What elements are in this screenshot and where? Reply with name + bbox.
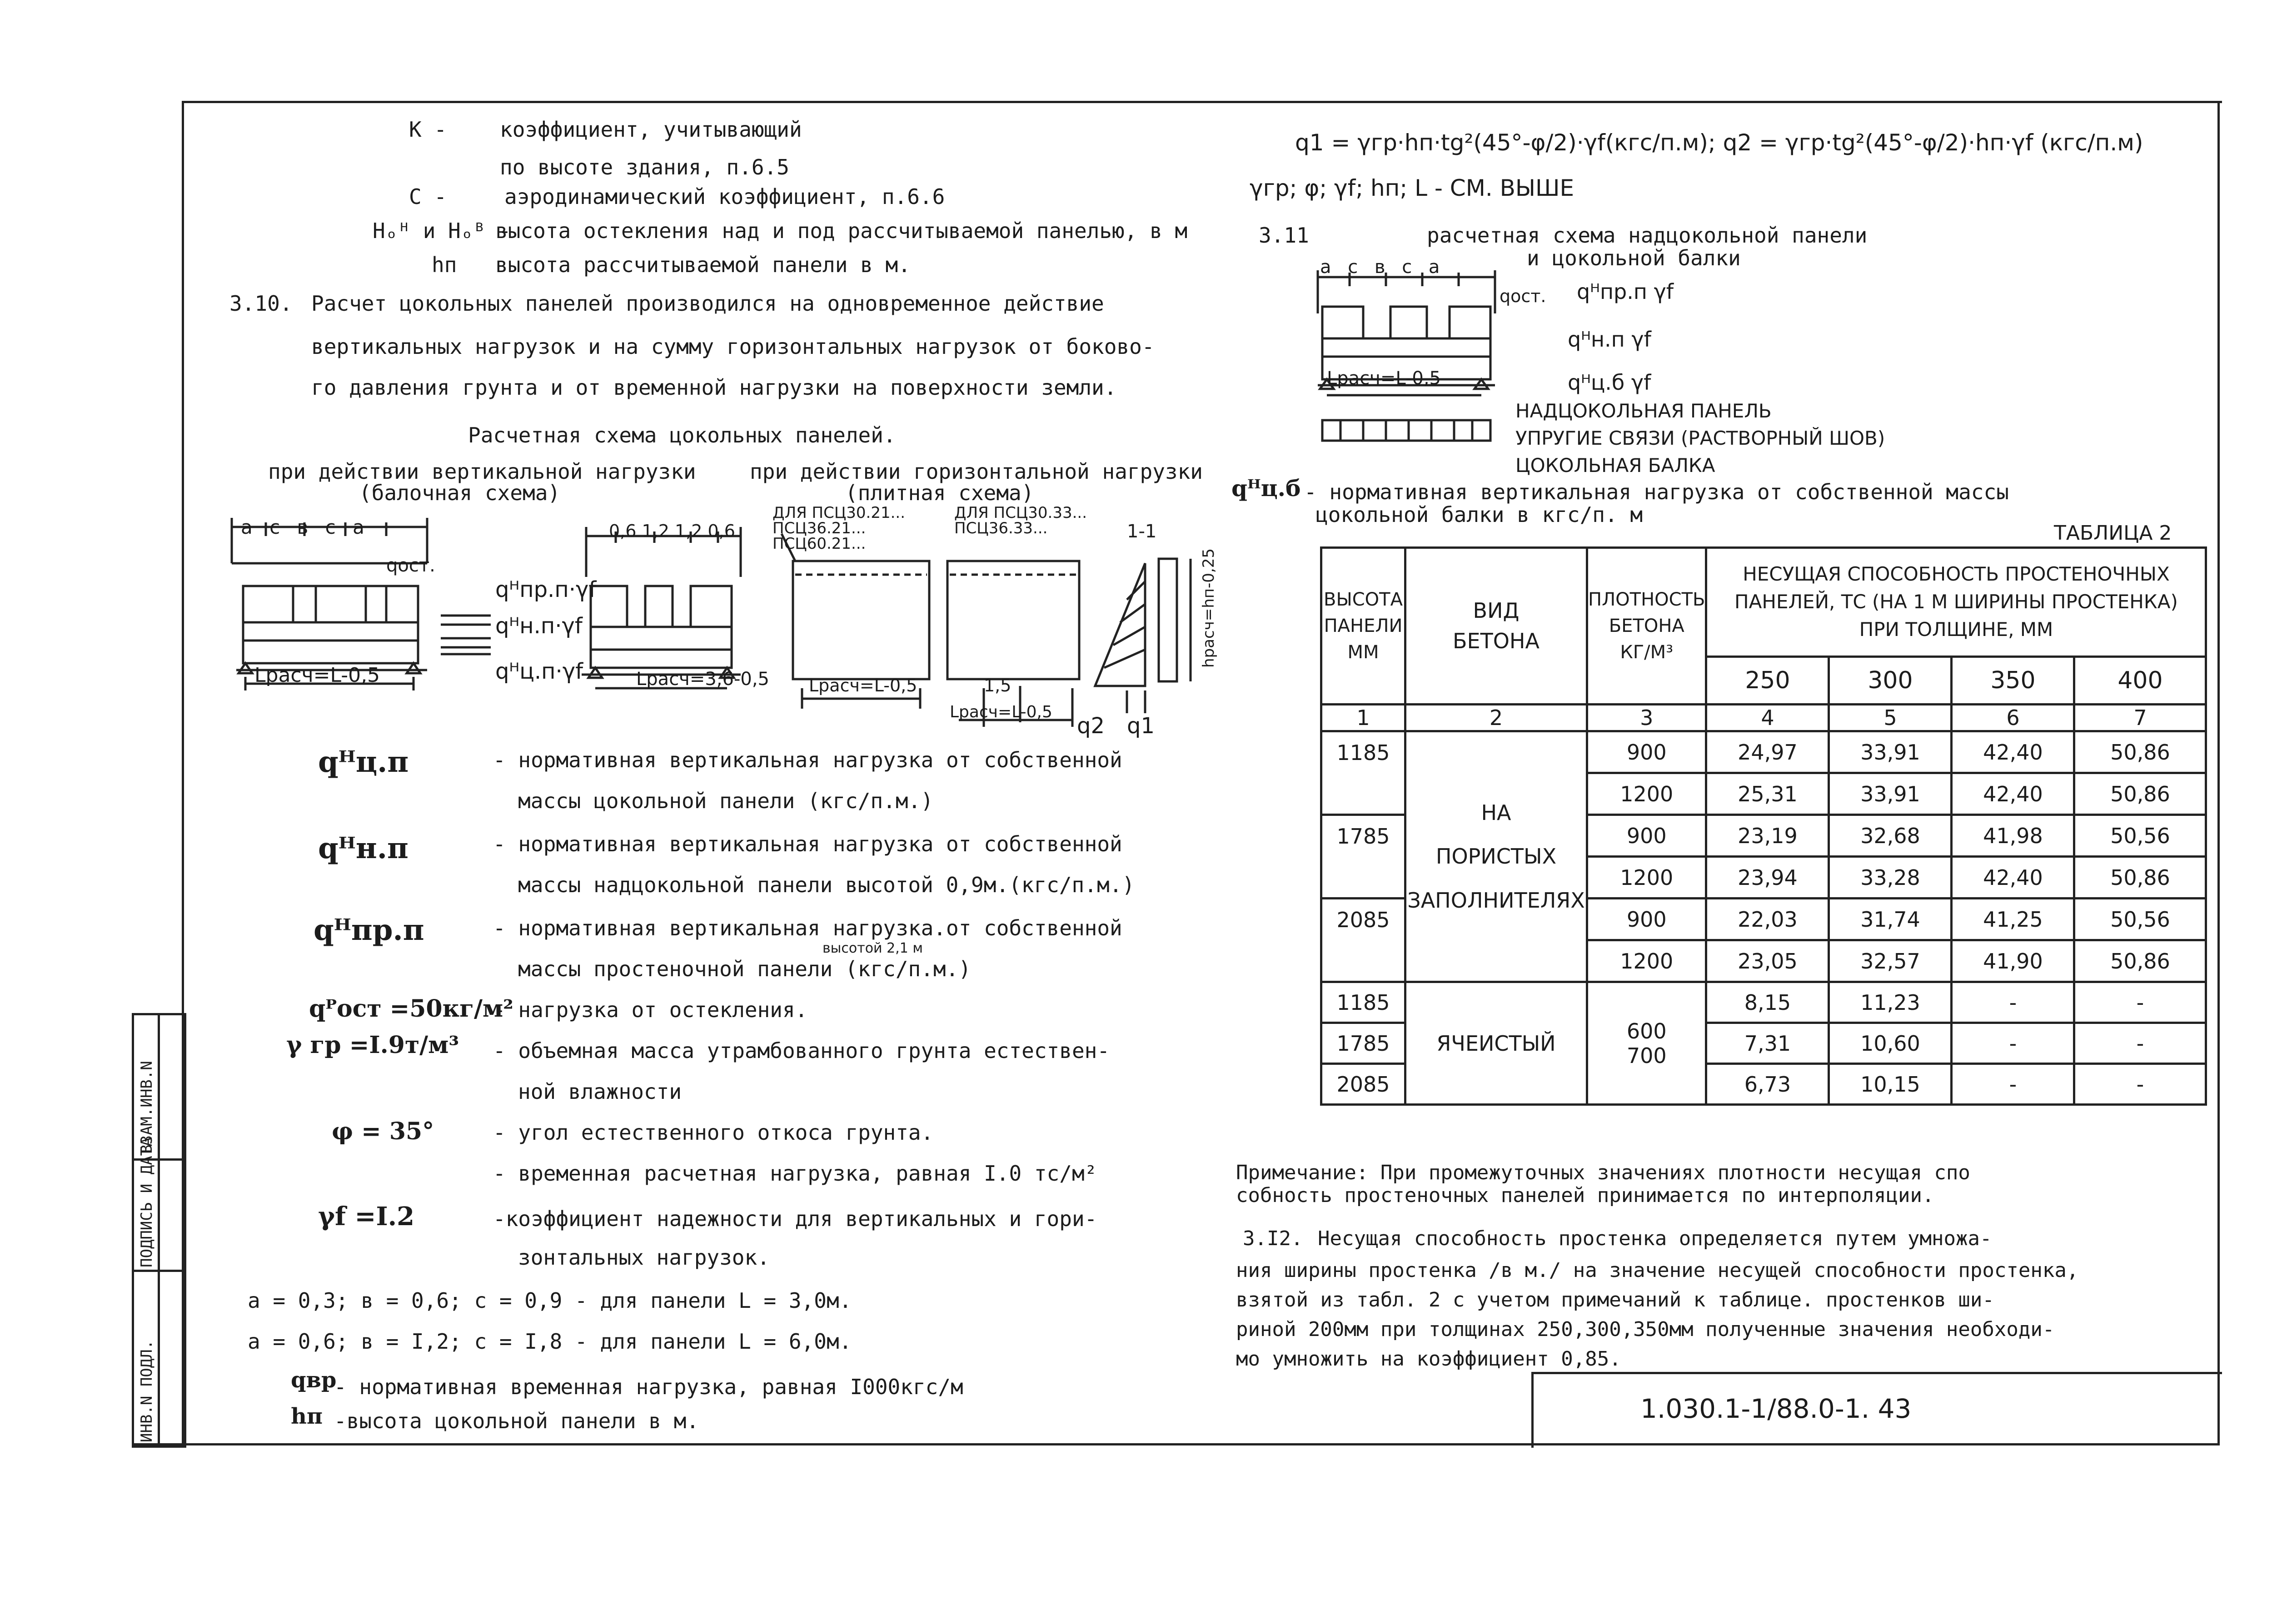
formula-line1: q1 = γгр·hп·tg²(45°-φ/2)·γf(кгс/п.м); q2 = γгр·tg²(45°-φ/2)·hп·γf (кгс/п.м) (1295, 129, 2143, 156)
dg5-hrasch: hрасч=hп-0,25 (1200, 548, 1218, 668)
d311-ties: УПРУГИЕ СВЯЗИ (РАСТВОРНЫЙ ШОВ) (1515, 427, 1885, 449)
dg2-lrasch: Lрасч=3,6-0,5 (636, 669, 769, 690)
section-3-10-line1: Расчет цокольных панелей производился на одновременное действие (311, 291, 1104, 316)
frame-right-line (2217, 101, 2220, 1445)
cell-type-cellular: ЯЧЕИСТЫЙ (1405, 982, 1587, 1105)
def-c-sym: С - (409, 184, 447, 209)
cell-value: 10,60 (1829, 1023, 1952, 1064)
sym-phi-line1: - угол естественного откоса грунта. (493, 1120, 934, 1145)
cell-value: 33,91 (1829, 773, 1952, 815)
cell-value: 33,91 (1829, 731, 1952, 773)
sym-qcp-line2: массы цокольной панели (кгс/п.м.) (518, 789, 933, 813)
th-thick-250: 250 (1706, 657, 1829, 705)
th-num: 4 (1706, 705, 1829, 731)
cell-value: 50,86 (2074, 773, 2206, 815)
cell-height: 1785 (1321, 815, 1405, 899)
d311-panel: НАДЦОКОЛЬНАЯ ПАНЕЛЬ (1515, 400, 1772, 422)
dg4-psc: ДЛЯ ПСЦ30.33... ПСЦ36.33... (954, 504, 1087, 537)
def-c-text: аэродинамический коэффициент, п.6.6 (504, 184, 945, 209)
dg5-q1: q1 (1127, 713, 1155, 739)
sym-qprp-note: высотой 2,1 м (822, 940, 923, 956)
section-3-12-line3: взятой из табл. 2 с учетом примечаний к таблице. простенков ши- (1236, 1288, 1994, 1311)
d311-qprp: qᴴпр.п γf (1577, 279, 1674, 304)
sym-qcp-line1: - нормативная вертикальная нагрузка от собственной (493, 748, 1122, 772)
qcb-def-sym: qᴴц.б (1231, 475, 1301, 502)
sym-qnp-line1: - нормативная вертикальная нагрузка от собственной (493, 832, 1122, 856)
d311-qnp: qᴴн.п γf (1568, 327, 1651, 352)
cell-value: 8,15 (1706, 982, 1829, 1023)
cell-height: 1785 (1321, 1023, 1405, 1064)
def-h-sym: Нₒᴴ и Нₒᴮ - (373, 219, 511, 243)
cell-value: 42,40 (1952, 731, 2074, 773)
sym-qost: qᴾост =50кг/м² (309, 995, 513, 1023)
cell-value: 50,56 (2074, 815, 2206, 857)
cell-value: 33,28 (1829, 857, 1952, 899)
section-3-12-line2: ния ширины простенка /в м./ на значение несущей способности простенка, (1236, 1259, 2079, 1282)
qcb-def-line1: - нормативная вертикальная нагрузка от собственной массы (1304, 480, 2009, 504)
sym-gf-line1: -коэффициент надежности для вертикальных и гори- (493, 1207, 1097, 1231)
params-line1: а = 0,3; в = 0,6; с = 0,9 - для панели L = 3,0м. (248, 1288, 852, 1313)
dg2-dims: 0,6 1,2 1,2 0,6 (609, 521, 735, 541)
sym-qnp: qᴴн.п (318, 831, 409, 865)
cell-value: 6,73 (1706, 1064, 1829, 1105)
section-3-11-title1: расчетная схема надцокольной панели (1427, 223, 1868, 248)
cell-height: 2085 (1321, 899, 1405, 982)
cell-value: 7,31 (1706, 1023, 1829, 1064)
def-hp-text: высота рассчитываемой панели в м. (495, 253, 911, 277)
section-3-11-title2: и цокольной балки (1527, 246, 1741, 270)
cell-value: 42,40 (1952, 857, 2074, 899)
th-density: ПЛОТНОСТЬ БЕТОНА КГ/М³ (1587, 548, 1706, 705)
cell-value: 11,23 (1829, 982, 1952, 1023)
sym-qprp: qᴴпр.п (314, 913, 424, 947)
cell-value: - (2074, 1064, 2206, 1105)
th-thick-300: 300 (1829, 657, 1952, 705)
table-title: ТАБЛИЦА 2 (2054, 521, 2172, 545)
cell-height: 2085 (1321, 1064, 1405, 1105)
capacity-table (1320, 546, 2207, 1106)
cell-density-cellular: 600 700 (1587, 982, 1706, 1105)
dg1-abcca: а с в с а (241, 516, 364, 538)
dg5-q2: q2 (1077, 713, 1105, 739)
bottom-def-qvr-sym: qвр (291, 1367, 337, 1393)
d311-qost: qост. (1500, 286, 1546, 306)
cell-value: 23,05 (1706, 940, 1829, 982)
d311-abcca: а с в с а (1320, 257, 1440, 278)
sym-ggr-line1: - объемная масса утрамбованного грунта естествен- (493, 1038, 1110, 1063)
cell-value: 22,03 (1706, 899, 1829, 940)
cell-value: 10,15 (1829, 1064, 1952, 1105)
cell-density: 900 (1587, 815, 1706, 857)
sym-gf-line2: зонтальных нагрузок. (518, 1245, 770, 1270)
cell-value: 24,97 (1706, 731, 1829, 773)
cell-density: 1200 (1587, 773, 1706, 815)
section-3-12-line5: мо умножить на коэффициент 0,85. (1236, 1347, 1621, 1371)
cell-value: 32,57 (1829, 940, 1952, 982)
dg5-sec: 1-1 (1127, 521, 1157, 542)
params-line2: а = 0,6; в = I,2; с = I,8 - для панели L = 6,0м. (248, 1329, 852, 1354)
cell-height: 1185 (1321, 982, 1405, 1023)
stamp-code: 1.030.1-1/88.0-1. 43 (1640, 1393, 1912, 1424)
th-type: ВИД БЕТОНА (1405, 548, 1587, 705)
section-3-12-num: 3.I2. (1243, 1227, 1303, 1250)
sym-qprp-line1: - нормативная вертикальная нагрузка.от собственной (493, 916, 1122, 940)
section-3-12-line4: риной 200мм при толщинах 250,300,350мм полученные значения необходи- (1236, 1318, 2055, 1341)
bottom-def-hp-sym: hп (291, 1404, 323, 1429)
section-3-10-line3: го давления грунта и от временной нагрузки на поверхности земли. (311, 375, 1117, 400)
th-thick-400: 400 (2074, 657, 2206, 705)
dg1-qost: qост. (386, 555, 435, 576)
d311-beam: ЦОКОЛЬНАЯ БАЛКА (1515, 454, 1715, 477)
sym-ggr-line2: ной влажности (518, 1079, 682, 1104)
d311-qcb: qᴴц.б γf (1568, 370, 1651, 395)
th-num: 7 (2074, 705, 2206, 731)
scheme-3-11-diagram (1313, 263, 1513, 454)
cell-value: - (1952, 1023, 2074, 1064)
def-h-text: высота остекления над и под рассчитываемой панелью, в м (495, 219, 1188, 243)
qcb-def-line2: цокольной балки в кгс/п. м (1315, 502, 1643, 527)
dg3-lrasch: Lрасч=L-0,5 (809, 675, 917, 695)
cell-density: 1200 (1587, 940, 1706, 982)
side-label-inv: ИНВ.N ПОДЛ. (138, 1340, 156, 1442)
cell-value: - (2074, 982, 2206, 1023)
th-num: 1 (1321, 705, 1405, 731)
cell-value: - (1952, 1064, 2074, 1105)
sym-qost-line1: - нагрузка от остекления. (493, 998, 808, 1022)
th-num: 3 (1587, 705, 1706, 731)
cell-value: 42,40 (1952, 773, 2074, 815)
dg4-lrasch: Lрасч=L-0,5 (950, 703, 1052, 721)
def-hp-sym: hп (432, 253, 457, 277)
note-line1: Примечание: При промежуточных значениях плотности несущая спо (1236, 1161, 1970, 1184)
scheme-vert-line1: при действии вертикальной нагрузки (268, 459, 696, 484)
sym-qprp-line2: массы простеночной панели (кгс/п.м.) (518, 957, 971, 981)
th-thick-350: 350 (1952, 657, 2074, 705)
side-label-sign: ПОДПИСЬ И ДАТА (138, 1137, 156, 1267)
dg4-dim15: 1,5 (984, 675, 1011, 695)
section-3-12-line1: Несущая способность простенка определяется путем умножа- (1318, 1227, 1992, 1250)
dg-qnp: qᴴн.п·γf (495, 613, 583, 639)
sym-temp-line1: - временная расчетная нагрузка, равная I.0 тс/м² (493, 1161, 1097, 1186)
cell-value: 23,19 (1706, 815, 1829, 857)
th-num: 5 (1829, 705, 1952, 731)
formula-line2: γгр; φ; γf; hп; L - СМ. ВЫШЕ (1250, 175, 1574, 201)
sym-qcp: qᴴц.п (318, 745, 409, 779)
th-capacity: НЕСУЩАЯ СПОСОБНОСТЬ ПРОСТЕНОЧНЫХ ПАНЕЛЕЙ, ТС (НА 1 М ШИРИНЫ ПРОСТЕНКА) ПРИ ТОЛЩИНЕ, ММ (1706, 548, 2206, 657)
cell-value: 23,94 (1706, 857, 1829, 899)
side-strip (132, 1013, 186, 1448)
cell-value: 50,56 (2074, 899, 2206, 940)
cell-value: - (2074, 1023, 2206, 1064)
cell-height: 1185 (1321, 731, 1405, 815)
cell-density: 900 (1587, 899, 1706, 940)
frame-top-line (182, 101, 2222, 103)
def-k-text: коэффициент, учитывающий (500, 117, 802, 142)
cell-value: 25,31 (1706, 773, 1829, 815)
sym-ggr: γ гр =I.9т/м³ (286, 1031, 459, 1059)
sym-qnp-line2: массы надцокольной панели высотой 0,9м.(кгс/п.м.) (518, 873, 1135, 897)
cell-density: 1200 (1587, 857, 1706, 899)
cell-value: 41,90 (1952, 940, 2074, 982)
cell-value: - (1952, 982, 2074, 1023)
th-num: 2 (1405, 705, 1587, 731)
def-k-text2: по высоте здания, п.6.5 (500, 155, 789, 179)
cell-value: 32,68 (1829, 815, 1952, 857)
th-height: ВЫСОТА ПАНЕЛИ ММ (1321, 548, 1405, 705)
bottom-def-qvr-text: - нормативная временная нагрузка, равная I000кгс/м (334, 1375, 963, 1399)
sym-gf: γf =I.2 (318, 1202, 415, 1232)
cell-value: 41,25 (1952, 899, 2074, 940)
dg1-lrasch: Lрасч=L-0,5 (254, 664, 380, 687)
scheme-title: Расчетная схема цокольных панелей. (468, 423, 896, 447)
scheme-horiz-line2: (плитная схема) (845, 481, 1034, 505)
section-3-11-num: 3.11 (1259, 223, 1309, 248)
note-line2: собность простеночных панелей принимается по интерполяции. (1236, 1184, 1934, 1207)
dg-qprp: qᴴпр.п·γf (495, 577, 597, 602)
dg3-psc: ДЛЯ ПСЦ30.21... ПСЦ36.21... ПСЦ60.21... (772, 504, 906, 553)
section-3-10-num: 3.10. (229, 291, 293, 316)
cell-value: 31,74 (1829, 899, 1952, 940)
scheme-vert-line2: (балочная схема) (359, 481, 561, 505)
frame-bottom-line (132, 1443, 1536, 1445)
scheme-horiz-line1: при действии горизонтальной нагрузки (750, 459, 1203, 484)
sym-phi: φ = 35° (332, 1117, 434, 1145)
cell-value: 50,86 (2074, 857, 2206, 899)
th-num: 6 (1952, 705, 2074, 731)
cell-value: 41,98 (1952, 815, 2074, 857)
bottom-def-hp-text: -высота цокольной панели в м. (334, 1409, 699, 1433)
def-k-sym: К - (409, 117, 447, 142)
cell-density: 900 (1587, 731, 1706, 773)
d311-lrasch: Lрасч=L-0,5 (1327, 368, 1441, 389)
side-label-vzam: ВЗАМ.ИНВ.N (138, 1061, 156, 1154)
cell-type-porous: НА ПОРИСТЫХ ЗАПОЛНИТЕЛЯХ (1405, 731, 1587, 982)
cell-value: 50,86 (2074, 940, 2206, 982)
section-3-10-line2: вертикальных нагрузок и на сумму горизонтальных нагрузок от боково- (311, 334, 1155, 359)
dg-qcp: qᴴц.п·γf (495, 659, 583, 684)
cell-value: 50,86 (2074, 731, 2206, 773)
